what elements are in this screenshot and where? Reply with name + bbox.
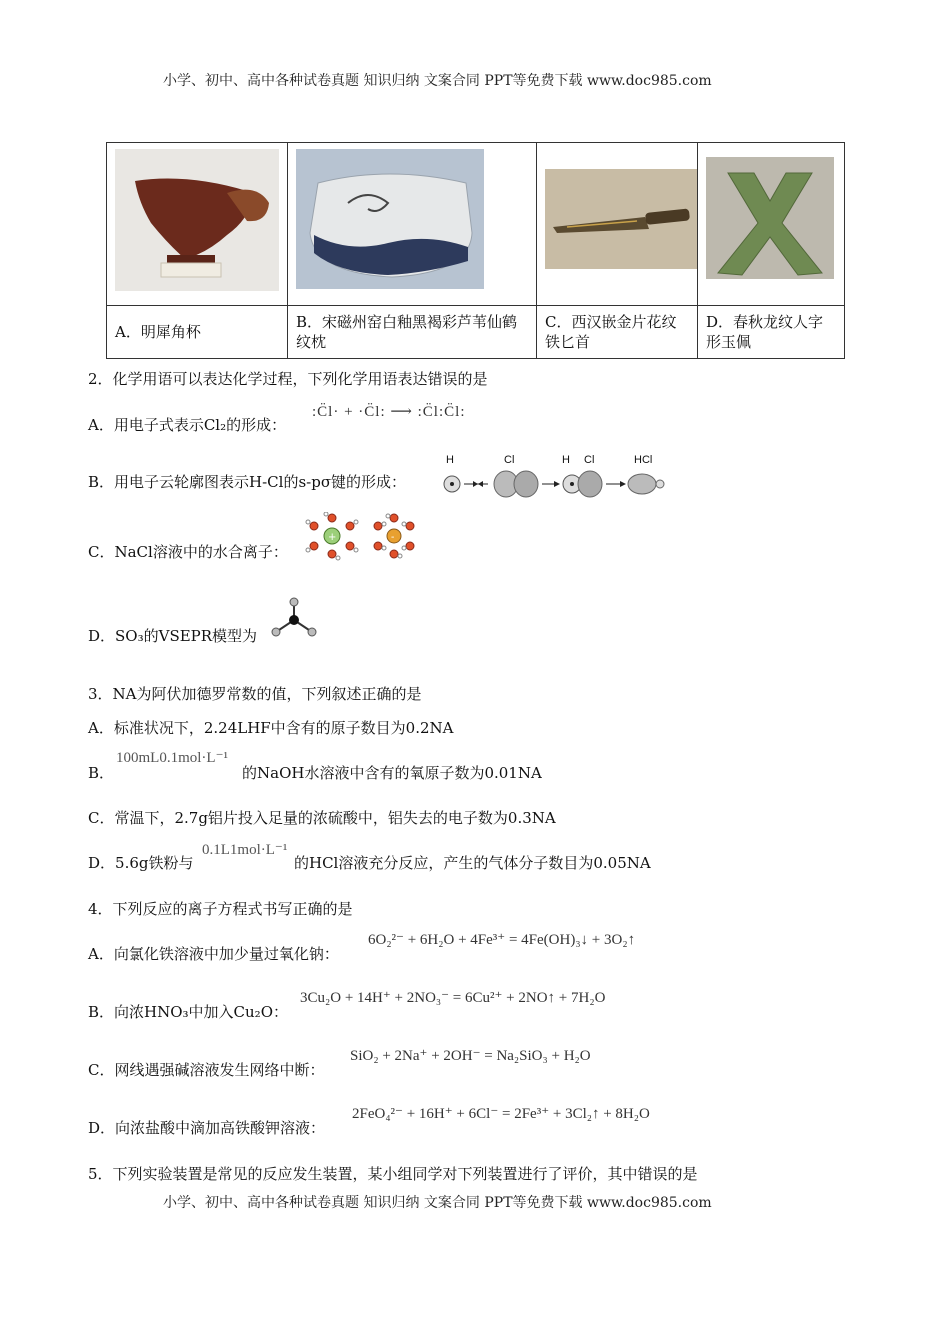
artifact-label-b: B．宋磁州窑白釉黑褐彩芦苇仙鹤纹枕: [288, 306, 537, 359]
q3-stem: 3．NA为阿伏加德罗常数的值，下列叙述正确的是: [88, 685, 422, 703]
q2-option-a: A．用电子式表示Cl₂的形成：: [88, 416, 287, 434]
q4-c-equation: SiO₂ + 2Na⁺ + 2OH⁻ = Na₂SiO₃ + H₂O: [350, 1048, 591, 1064]
q3-option-c: C．常温下，2.7g铝片投入足量的浓硫酸中，铝失去的电子数为0.3NA: [88, 809, 556, 827]
q4-option-b: B．向浓HNO₃中加入Cu₂O：: [88, 1003, 288, 1021]
cloud-label-hcl: HCl: [634, 454, 653, 466]
artifact-image-a-cell: [107, 143, 288, 306]
artifact-table: [106, 142, 845, 359]
cloud-label-cl2: Cl: [584, 454, 595, 466]
q4-a-equation: 6O₂²⁻ + 6H₂O + 4Fe³⁺ = 4Fe(OH)₃↓ + 3O₂↑: [368, 932, 636, 948]
page-header: 小学、初中、高中各种试卷真题 知识归纳 文案合同 PPT等免费下载 www.doc985.com: [163, 73, 712, 89]
artifact-label-d: D．春秋龙纹人字形玉佩: [698, 306, 845, 359]
q3-option-d-suffix: 的HCl溶液充分反应，产生的气体分子数目为0.05NA: [294, 854, 651, 872]
q2-option-d: D．SO₃的VSEPR模型为: [88, 627, 258, 645]
vsepr-model-icon: [268, 596, 324, 642]
cloud-label-h1: H: [446, 454, 454, 466]
q2-option-b: B．用电子云轮廓图表示H-Cl的s-pσ键的形成：: [88, 473, 407, 491]
jade-pendant-image: [698, 143, 844, 301]
porcelain-pillow-image: [288, 143, 536, 301]
q3-option-d-prefix: D．5.6g铁粉与: [88, 854, 194, 872]
artifact-label-c: C．西汉嵌金片花纹铁匕首: [537, 306, 698, 359]
cloud-label-cl1: Cl: [504, 454, 515, 466]
svg-text:+: +: [328, 532, 337, 543]
q4-d-equation: 2FeO₄²⁻ + 16H⁺ + 6Cl⁻ = 2Fe³⁺ + 3Cl₂↑ + 8H₂O: [352, 1106, 650, 1122]
iron-dagger-image: [537, 143, 697, 301]
orbital-overlap-icon: [438, 468, 668, 502]
q3-option-a: A．标准状况下，2.24LHF中含有的原子数目为0.2NA: [88, 719, 454, 737]
svg-text:-: -: [391, 532, 395, 543]
hydrated-ions-icon: [304, 512, 422, 562]
page-footer: 小学、初中、高中各种试卷真题 知识归纳 文案合同 PPT等免费下载 www.doc985.com: [163, 1195, 712, 1211]
q4-option-c: C．网线遇强碱溶液发生网络中断：: [88, 1061, 325, 1079]
artifact-label-a: A．明犀角杯: [107, 306, 288, 359]
artifact-image-c-cell: [537, 143, 698, 306]
q3-option-b-suffix: 的NaOH水溶液中含有的氧原子数为0.01NA: [242, 764, 542, 782]
q5-stem: 5．下列实验装置是常见的反应发生装置，某小组同学对下列装置进行了评价，其中错误的是: [88, 1165, 698, 1183]
q4-b-equation: 3Cu₂O + 14H⁺ + 2NO₃⁻ = 6Cu²⁺ + 2NO↑ + 7H₂O: [300, 990, 606, 1006]
cloud-label-h2: H: [562, 454, 570, 466]
q3-d-concentration: 0.1L1mol·L⁻¹: [202, 842, 288, 858]
q4-option-a: A．向氯化铁溶液中加少量过氧化钠：: [88, 945, 339, 963]
q2-option-c: C．NaCl溶液中的水合离子：: [88, 543, 288, 561]
rhino-horn-cup-image: [107, 143, 287, 301]
artifact-image-d-cell: [698, 143, 845, 306]
q3-option-b-prefix: B．: [88, 764, 115, 782]
electron-cloud-diagram: [438, 454, 668, 504]
artifact-image-b-cell: [288, 143, 537, 306]
q2-a-electron-formula: :C̈l· + ·C̈l: ⟶ :C̈l:C̈l:: [312, 404, 466, 420]
q4-stem: 4．下列反应的离子方程式书写正确的是: [88, 900, 353, 918]
q3-b-concentration: 100mL0.1mol·L⁻¹: [116, 750, 228, 766]
q4-option-d: D．向浓盐酸中滴加高铁酸钾溶液：: [88, 1119, 326, 1137]
q2-stem: 2．化学用语可以表达化学过程，下列化学用语表达错误的是: [88, 370, 488, 388]
